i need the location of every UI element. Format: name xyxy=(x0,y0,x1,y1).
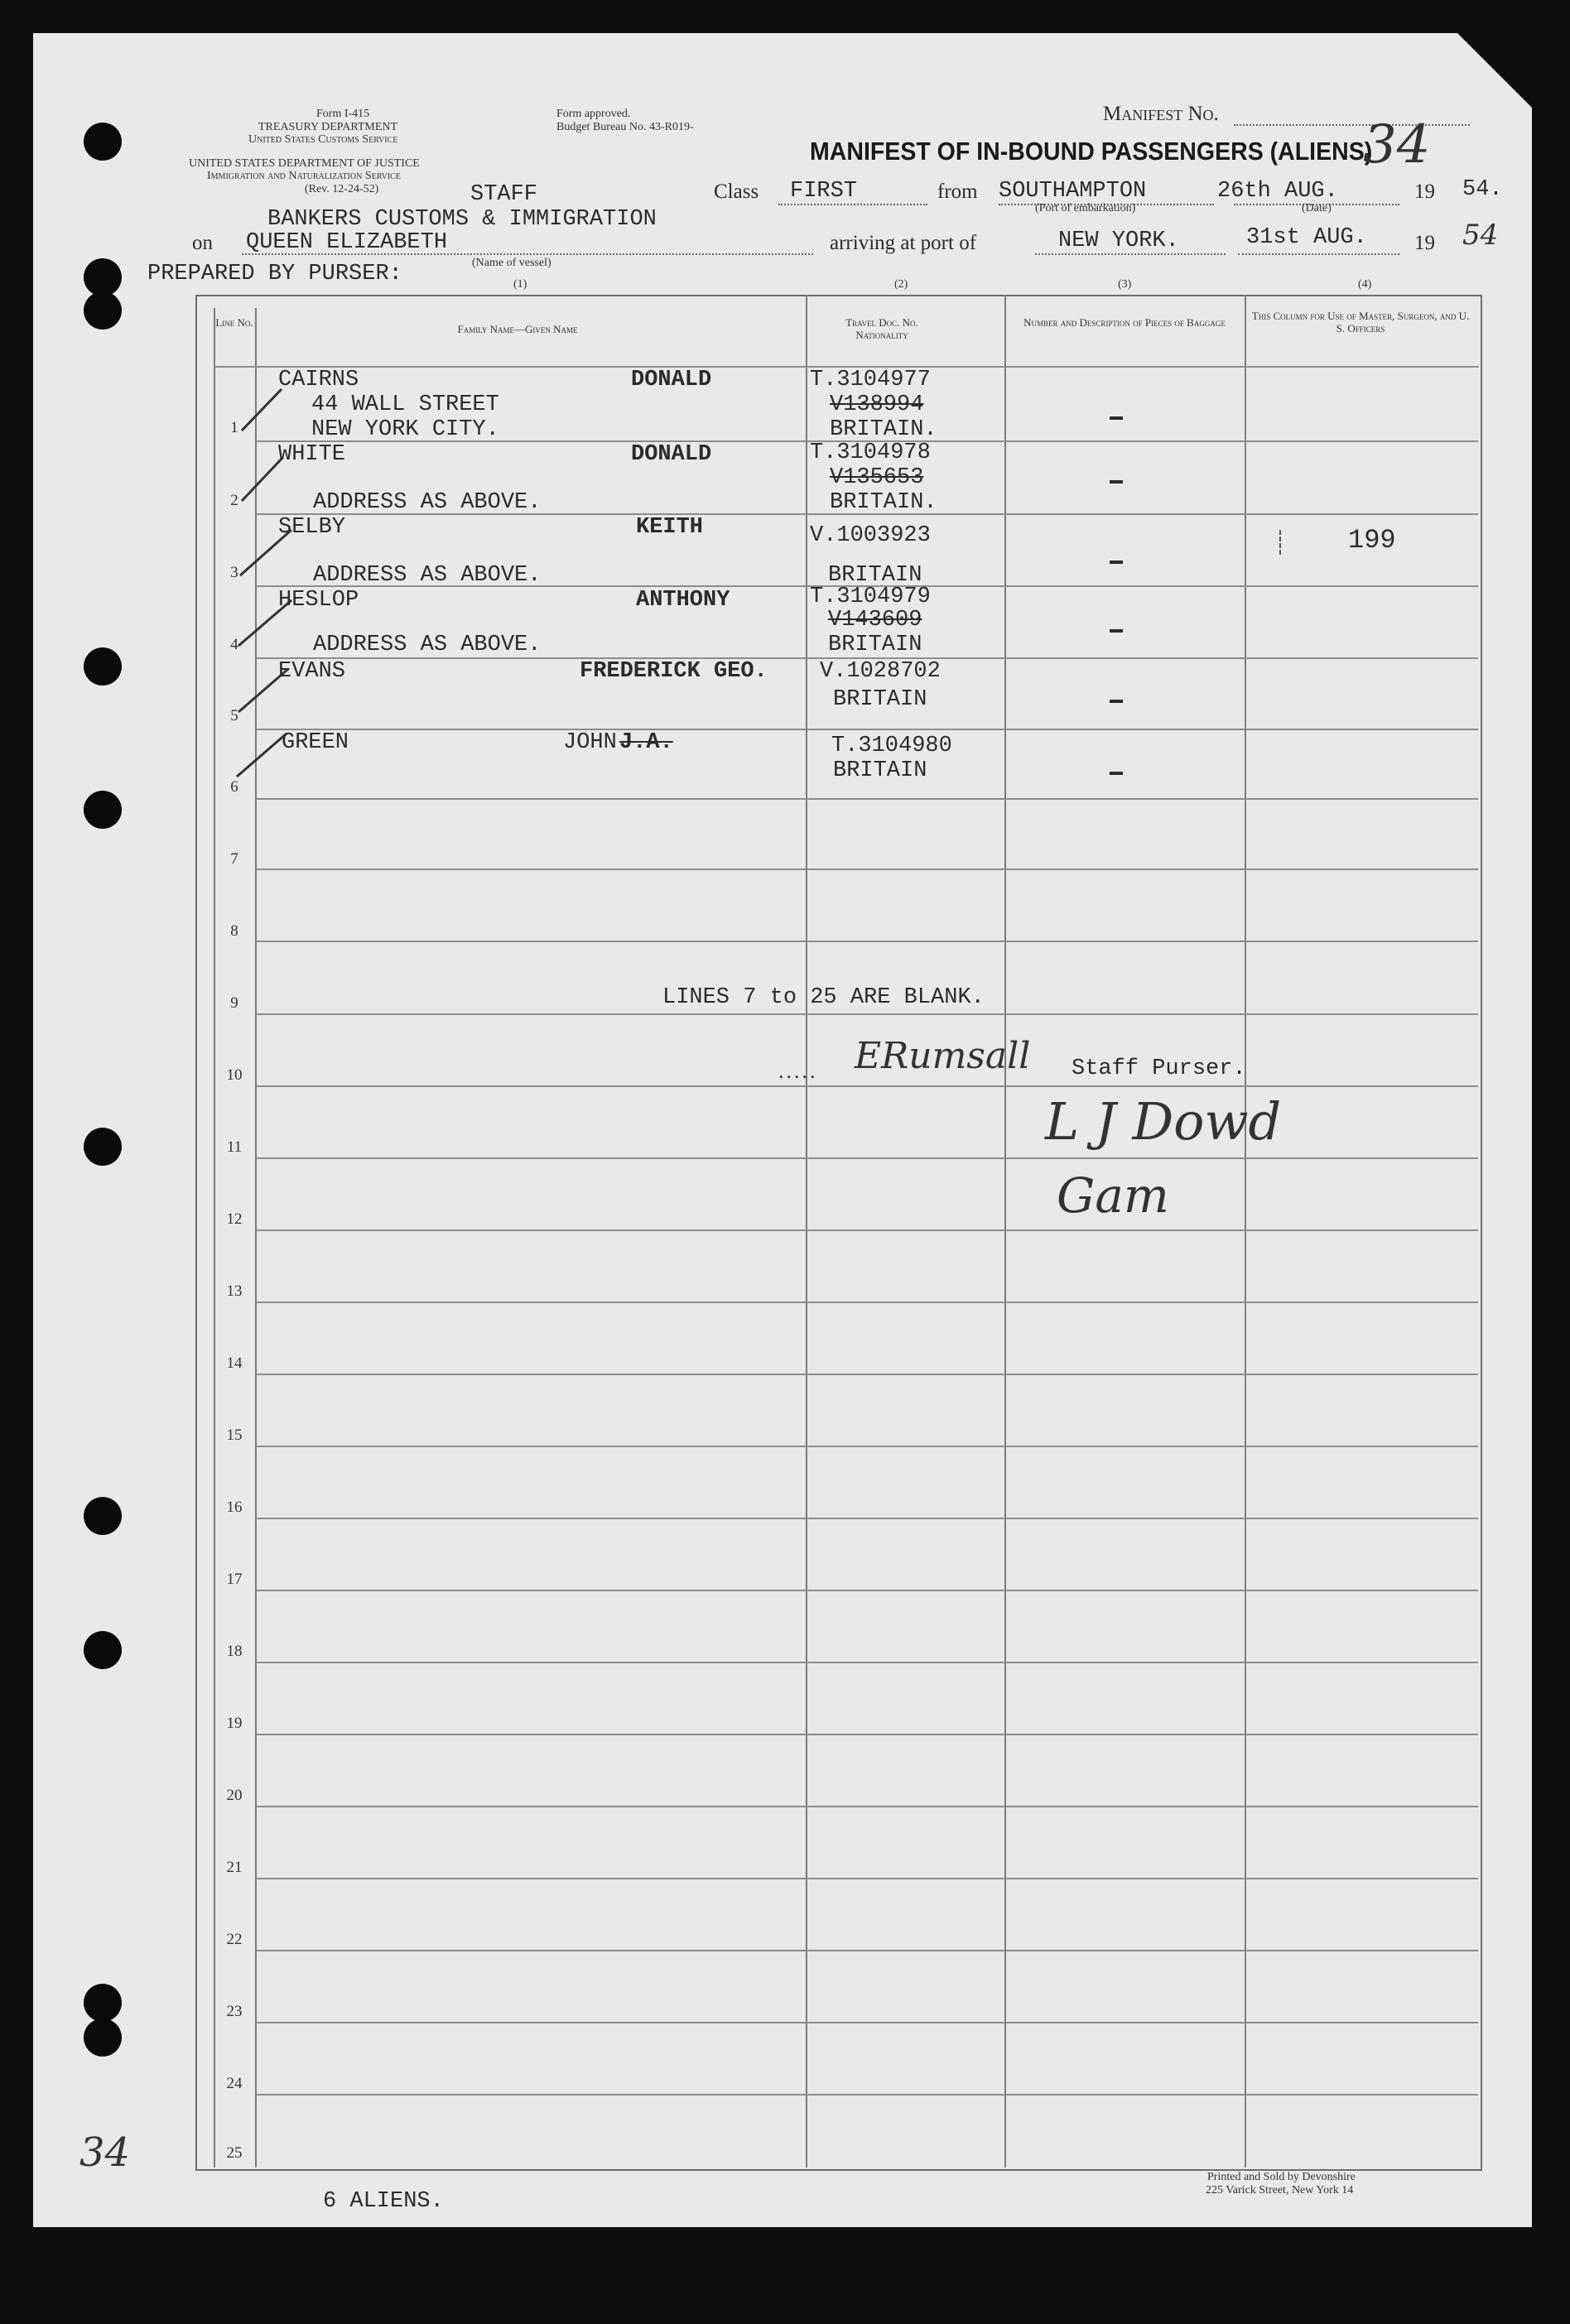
row-rule xyxy=(257,2094,1478,2095)
manifest-underline xyxy=(1234,124,1470,126)
line-number: 13 xyxy=(226,1282,243,1300)
family-name: WHITE xyxy=(278,442,346,467)
year-prefix: 19 xyxy=(1414,180,1435,203)
line-number: 2 xyxy=(230,492,238,509)
row-rule xyxy=(257,1085,1478,1087)
given-name: FREDERICK GEO. xyxy=(580,659,768,684)
officer-initials: Gam xyxy=(1057,1167,1169,1224)
line-number: 14 xyxy=(226,1354,243,1372)
form-approved: Form approved. xyxy=(556,108,631,120)
given-name: JOHN xyxy=(563,730,617,755)
line-number: 20 xyxy=(226,1787,243,1804)
embark-year: 54. xyxy=(1462,177,1503,202)
on-label: on xyxy=(192,232,213,254)
travel-col-border xyxy=(1004,295,1006,2168)
header-line-no: Line No. xyxy=(215,316,253,329)
arrival-underline xyxy=(1035,253,1226,255)
row-rule xyxy=(257,1157,1478,1159)
punch-hole xyxy=(84,1984,122,2022)
manifest-number: 34 xyxy=(1363,114,1431,176)
family-name: EVANS xyxy=(278,659,346,684)
ins-service: Immigration and Naturalization Service xyxy=(207,170,401,182)
line-number: 23 xyxy=(226,2003,243,2020)
travel-doc: V.1028702 xyxy=(820,659,941,684)
arriving-label: arriving at port of xyxy=(830,232,977,254)
row-rule xyxy=(257,1518,1478,1519)
treasury-dept: TREASURY DEPARTMENT xyxy=(258,121,398,133)
travel-doc: T.3104980 xyxy=(831,734,952,758)
line-number: 17 xyxy=(226,1571,243,1588)
embark-caption: (Port of embarkation) xyxy=(1035,202,1136,214)
baggage-dash xyxy=(1110,629,1123,633)
row-rule xyxy=(257,1446,1478,1447)
travel-doc: V.1003923 xyxy=(810,523,931,548)
given-name: KEITH xyxy=(636,515,704,540)
family-name: GREEN xyxy=(282,730,349,755)
baggage-dash xyxy=(1110,561,1123,564)
arrival-date: 31st AUG. xyxy=(1246,225,1367,250)
officer-signature: L J Dowd xyxy=(1045,1091,1282,1152)
row-rule xyxy=(257,1806,1478,1807)
address-line: ADDRESS AS ABOVE. xyxy=(313,490,542,515)
name-col-border xyxy=(806,295,807,2168)
vessel-underline xyxy=(242,253,813,255)
line-number: 12 xyxy=(226,1210,243,1228)
prepared-by-purser: PREPARED BY PURSER: xyxy=(147,262,402,286)
embark-date: 26th AUG. xyxy=(1217,179,1338,204)
col-num-3: (3) xyxy=(1118,278,1132,291)
baggage-dash xyxy=(1110,772,1123,775)
travel-doc: T.3104978 xyxy=(810,440,931,465)
punch-hole xyxy=(84,791,122,829)
class-label: Class xyxy=(714,180,759,203)
travel-doc-struck: V138994 xyxy=(830,392,924,417)
row-rule xyxy=(257,1878,1478,1879)
baggage-dash xyxy=(1110,480,1123,484)
arrival-year: 54 xyxy=(1462,219,1499,252)
printer-address: 225 Varick Street, New York 14 xyxy=(1206,2184,1354,2196)
printer-line: Printed and Sold by Devonshire xyxy=(1207,2171,1356,2183)
officer-mark xyxy=(1279,530,1283,555)
baggage-col-border xyxy=(1245,295,1246,2168)
col-num-1: (1) xyxy=(513,278,527,291)
row-rule xyxy=(257,729,1478,730)
header-travel-doc: Travel Doc. No. Nationality xyxy=(845,316,918,341)
nationality: BRITAIN xyxy=(828,563,922,588)
line-number: 4 xyxy=(230,636,238,653)
given-name-struck: J.A. xyxy=(619,730,673,755)
punch-hole xyxy=(84,291,122,330)
travel-doc: T.3104977 xyxy=(810,368,931,392)
row-rule xyxy=(257,1590,1478,1591)
purser-signature: ERumsall xyxy=(855,1035,1031,1077)
year-prefix-arrival: 19 xyxy=(1414,232,1435,254)
address-line: 44 WALL STREET xyxy=(311,392,499,417)
row-rule xyxy=(257,1013,1478,1015)
arrival-port: NEW YORK. xyxy=(1058,229,1179,253)
address-line: ADDRESS AS ABOVE. xyxy=(313,633,542,657)
baggage-dash xyxy=(1110,700,1123,703)
punch-hole xyxy=(84,123,122,161)
class-value: FIRST xyxy=(790,179,858,204)
line-number: 22 xyxy=(226,1931,243,1948)
line-number: 24 xyxy=(226,2075,243,2092)
budget-bureau: Budget Bureau No. 43-R019- xyxy=(556,121,694,133)
line-number: 11 xyxy=(226,1138,243,1156)
line-number: 1 xyxy=(230,419,238,436)
row-rule xyxy=(257,2022,1478,2023)
baggage-dash xyxy=(1110,416,1123,420)
line-number: 5 xyxy=(230,707,238,724)
header-name: Family Name—Given Name xyxy=(457,323,578,335)
row-rule xyxy=(257,1229,1478,1231)
embark-port: SOUTHAMPTON xyxy=(999,179,1147,204)
purser-title: Staff Purser. xyxy=(1072,1056,1246,1081)
total-aliens: 6 ALIENS. xyxy=(323,2189,444,2214)
nationality: BRITAIN xyxy=(833,758,927,783)
line-number: 21 xyxy=(226,1859,243,1876)
travel-doc-struck: V143609 xyxy=(828,608,922,633)
manifest-label: Manifest No. xyxy=(1103,103,1219,125)
col-num-2: (2) xyxy=(894,278,908,291)
given-name: DONALD xyxy=(631,442,712,467)
header-baggage: Number and Description of Pieces of Baggage xyxy=(1023,316,1226,329)
nationality: BRITAIN xyxy=(828,633,922,657)
given-name: DONALD xyxy=(631,368,712,392)
signature-dots: ..... xyxy=(778,1059,818,1083)
travel-doc: T.3104979 xyxy=(810,585,931,609)
from-label: from xyxy=(937,180,978,203)
line-number: 7 xyxy=(230,850,238,868)
form-number: Form I-415 xyxy=(316,108,370,120)
line-col-border-left xyxy=(214,308,215,2168)
page-title: MANIFEST OF IN-BOUND PASSENGERS (ALIENS) xyxy=(810,137,1373,166)
row-rule xyxy=(257,1374,1478,1375)
line-number: 3 xyxy=(230,564,238,581)
class-underline xyxy=(778,204,927,205)
dept-justice: UNITED STATES DEPARTMENT OF JUSTICE xyxy=(189,157,420,170)
bankers-line: BANKERS CUSTOMS & IMMIGRATION xyxy=(267,207,657,232)
family-name: CAIRNS xyxy=(278,368,359,392)
staff-label: STAFF xyxy=(470,182,538,207)
line-number: 18 xyxy=(226,1643,243,1660)
line-number: 6 xyxy=(230,778,238,796)
row-rule xyxy=(257,1734,1478,1735)
vessel-caption: (Name of vessel) xyxy=(472,257,551,269)
family-name: HESLOP xyxy=(278,588,359,613)
line-number: 9 xyxy=(230,994,238,1012)
address-line: NEW YORK CITY. xyxy=(311,417,499,442)
margin-note: 34 xyxy=(79,2129,131,2176)
punch-hole xyxy=(84,1128,122,1166)
address-line: ADDRESS AS ABOVE. xyxy=(313,563,542,588)
row-rule xyxy=(257,1302,1478,1303)
date-caption: (Date) xyxy=(1302,202,1332,214)
row-rule xyxy=(257,941,1478,942)
punch-hole xyxy=(84,1631,122,1669)
nationality: BRITAIN. xyxy=(830,417,937,442)
row-rule xyxy=(257,868,1478,870)
row-rule xyxy=(257,1950,1478,1951)
vessel-name: QUEEN ELIZABETH xyxy=(246,230,448,255)
nationality: BRITAIN xyxy=(833,687,927,712)
officer-note: 199 xyxy=(1348,525,1396,556)
travel-doc-struck: V135653 xyxy=(830,465,924,490)
check-marks xyxy=(0,0,1,1)
punch-hole xyxy=(84,2018,122,2057)
line-number: 10 xyxy=(226,1066,243,1084)
nationality: BRITAIN. xyxy=(830,490,937,515)
revision-date: (Rev. 12-24-52) xyxy=(305,183,379,195)
blank-lines-note: LINES 7 to 25 ARE BLANK. xyxy=(662,985,985,1010)
header-officers: This Column for Use of Master, Surgeon, and U. S. Officers xyxy=(1251,310,1470,334)
customs-service: United States Customs Service xyxy=(248,133,398,146)
line-number: 25 xyxy=(226,2144,243,2162)
row-rule xyxy=(257,798,1478,800)
folded-corner xyxy=(1457,33,1532,108)
family-name: SELBY xyxy=(278,515,346,540)
row-rule xyxy=(257,1662,1478,1663)
line-number: 19 xyxy=(226,1715,243,1732)
arrival-date-underline xyxy=(1238,253,1399,255)
punch-hole xyxy=(84,1497,122,1535)
line-number: 15 xyxy=(226,1427,243,1444)
punch-hole xyxy=(84,647,122,686)
given-name: ANTHONY xyxy=(636,588,730,613)
line-number: 8 xyxy=(230,922,238,940)
line-number: 16 xyxy=(226,1499,243,1516)
col-num-4: (4) xyxy=(1358,278,1372,291)
